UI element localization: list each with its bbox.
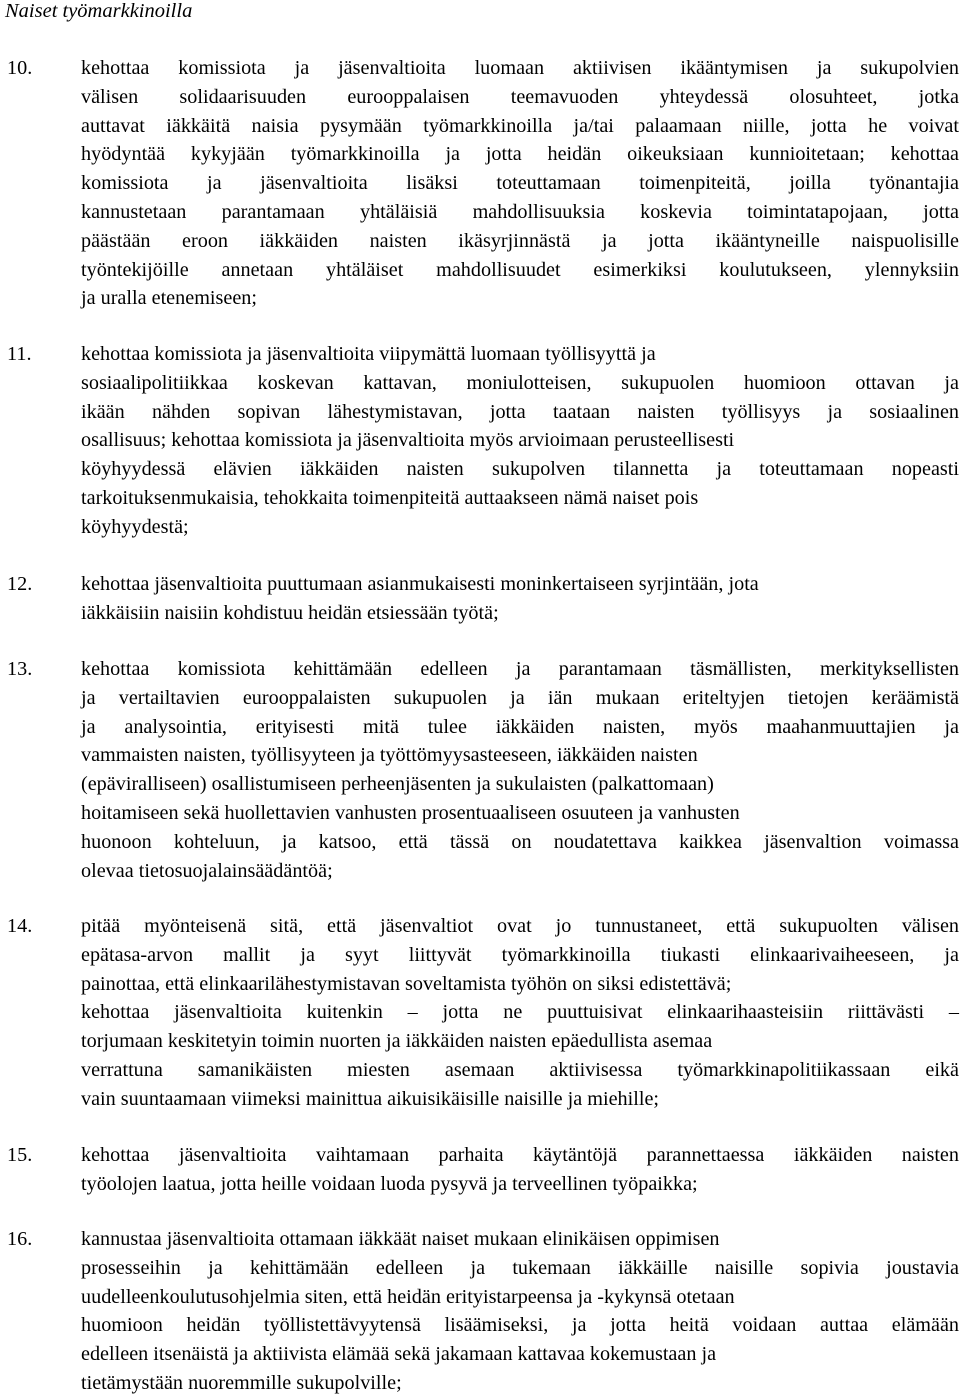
text-line: huonoon kohteluun, ja katsoo, että tässä on noudatettava kaikkea jäsenvaltion voimassa: [81, 830, 959, 853]
text-line: iäkkäisiin naisiin kohdistuu heidän etsiessään työtä;: [81, 601, 499, 624]
text-line: komissiota ja jäsenvaltioita lisäksi toteuttamaan toimenpiteitä, joilla työnantajia: [81, 172, 959, 195]
item-number: 11.: [7, 343, 32, 365]
text-line: kehottaa jäsenvaltioita puuttumaan asianmukaisesti moninkertaiseen syrjintään, jota: [81, 573, 759, 595]
item-text: [81, 1225, 959, 1398]
text-line: työntekijöille annetaan yhtäläiset mahdollisuudet esimerkiksi koulutukseen, ylennyksiin: [81, 258, 959, 281]
item-number: 15.: [7, 1144, 33, 1166]
text-line: työolojen laatua, jotta heille voidaan luoda pysyvä ja terveellinen työpaikka;: [81, 1172, 698, 1195]
text-line: torjumaan keskitetyin toimin nuorten ja iäkkäiden naisten epäedullista asemaa: [81, 1030, 713, 1053]
text-line: huomioon heidän työllistettävyytensä lisäämiseksi, ja jotta heitä voidaan auttaa elämään: [81, 1314, 959, 1337]
text-line: välisen solidaarisuuden eurooppalaisen teemavuoden yhteydessä olosuhteet, jotka: [81, 85, 959, 108]
item-text: [81, 570, 959, 628]
text-line: ja uralla etenemiseen;: [81, 287, 257, 310]
text-line: edelleen itsenäistä ja aktiivista elämää sekä jakamaan kattavaa kokemustaan ja: [81, 1343, 717, 1366]
text-line: prosesseihin ja kehittämään edelleen ja tukemaan iäkkäille naisille sopivia joustavia: [81, 1256, 959, 1279]
text-line: päästään eroon iäkkäiden naisten ikäsyrjinnästä ja jotta ikääntyneille naispuolisille: [81, 229, 959, 252]
text-line: köyhyydessä elävien iäkkäiden naisten sukupolven tilannetta ja toteuttamaan nopeasti: [81, 458, 959, 481]
item-number: 14.: [7, 915, 33, 937]
text-line: köyhyydestä;: [81, 515, 189, 538]
item-text: [81, 655, 959, 885]
text-line: kannustetaan parantamaan yhtäläisiä mahdollisuuksia koskevia toimintatapojaan, jotta: [81, 200, 959, 223]
section-heading: Naiset työmarkkinoilla: [5, 0, 193, 22]
item-text: [81, 1141, 959, 1199]
item-number: 13.: [7, 658, 33, 680]
text-line: auttavat iäkkäitä naisia pysymään työmarkkinoilla ja/tai palaamaan niille, jotta he voivat: [81, 114, 959, 137]
text-line: kehottaa jäsenvaltioita vaihtamaan parhaita käytäntöjä parannettaessa iäkkäiden naisten: [81, 1144, 959, 1166]
text-line: epätasa-arvon mallit ja syyt liittyvät työmarkkinoilla tiukasti elinkaarivaiheeseen, ja: [81, 943, 959, 966]
item-number: 16.: [7, 1228, 33, 1250]
text-line: vain suuntaamaan viimeksi mainittua aikuisikäisille naisille ja miehille;: [81, 1087, 660, 1110]
text-line: tarkoituksenmukaisia, tehokkaita toimenpiteitä auttaakseen nämä naiset pois: [81, 486, 699, 509]
text-line: tietämystään nuoremmille sukupolville;: [81, 1371, 402, 1394]
item-text: [81, 340, 959, 542]
text-line: kannustaa jäsenvaltioita ottamaan iäkkäät naiset mukaan elinikäisen oppimisen: [81, 1228, 720, 1250]
text-line: vammaisten naisten, työllisyyteen ja työttömyysasteeseen, iäkkäiden naisten: [81, 744, 698, 767]
text-line: kehottaa komissiota kehittämään edelleen ja parantamaan täsmällisten, merkityksellisten: [81, 658, 959, 680]
item-text: [81, 912, 959, 1114]
item-text: [81, 54, 959, 313]
text-line: (epäviralliseen) osallistumiseen perheenjäsenten ja sukulaisten (palkattomaan): [81, 773, 714, 796]
item-number: 12.: [7, 573, 33, 595]
text-line: sosiaalipolitiikkaa koskevan kattavan, moniulotteisen, sukupuolen huomioon ottavan ja: [81, 371, 959, 394]
text-line: hoitamiseen sekä huollettavien vanhusten prosentuaaliseen osuuteen ja vanhusten: [81, 801, 740, 824]
item-number: 10.: [7, 57, 33, 79]
text-line: painottaa, että elinkaarilähestymistavan soveltamista työhön on siksi edistettävä;: [81, 972, 732, 995]
text-line: uudelleenkoulutusohjelmia siten, että heidän erityistarpeensa ja -kykynsä otetaan: [81, 1285, 735, 1308]
text-line: osallisuus; kehottaa komissiota ja jäsenvaltioita myös arvioimaan perusteellisesti: [81, 429, 735, 452]
text-line: kehottaa jäsenvaltioita kuitenkin – jotta ne puuttuisivat elinkaarihaasteisiin riittävästi –: [81, 1001, 959, 1024]
text-line: ja vertailtavien eurooppalaisten sukupuolen ja iän mukaan eriteltyjen tietojen keräämistä: [81, 686, 959, 709]
text-line: kehottaa komissiota ja jäsenvaltioita luomaan aktiivisen ikääntymisen ja sukupolvien: [81, 57, 959, 79]
text-line: verrattuna samanikäisten miesten asemaan aktiivisessa työmarkkinapolitiikassaan eikä: [81, 1058, 959, 1081]
text-line: ja analysointia, erityisesti mitä tulee iäkkäiden naisten, myös maahanmuuttajien ja: [81, 715, 959, 738]
text-line: pitää myönteisenä sitä, että jäsenvaltiot ovat jo tunnustaneet, että sukupuolten välisen: [81, 915, 959, 937]
text-line: kehottaa komissiota ja jäsenvaltioita viipymättä luomaan työllisyyttä ja: [81, 343, 656, 365]
text-line: hyödyntää kykyjään työmarkkinoilla ja jotta heidän oikeuksiaan kunnioitetaan; kehottaa: [81, 143, 959, 166]
text-line: ikään nähden sopivan lähestymistavan, jotta taataan naisten työllisyys ja sosiaalinen: [81, 400, 959, 423]
text-line: olevaa tietosuojalainsäädäntöä;: [81, 859, 333, 882]
